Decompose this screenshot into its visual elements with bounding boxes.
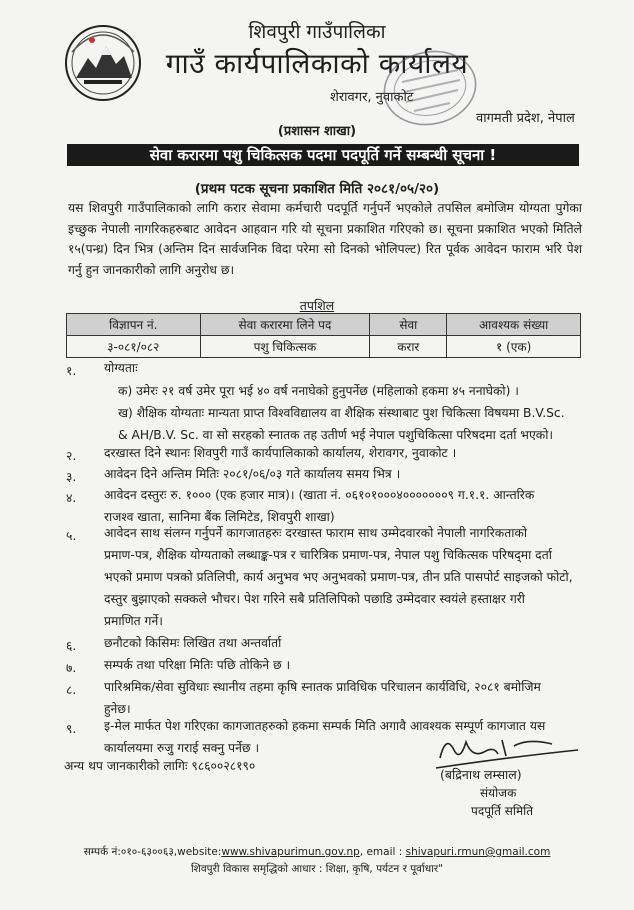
province-label: वागमती प्रदेश, नेपाल bbox=[476, 111, 575, 126]
footer-website-link[interactable]: www.shivapurimun.gov.np bbox=[221, 846, 360, 858]
vacancy-table bbox=[66, 313, 581, 358]
office-stamp bbox=[380, 48, 480, 128]
item-number: १. bbox=[66, 364, 77, 378]
item-selection-type: छनौटको किसिमः लिखित तथा अन्तर्वार्ता bbox=[104, 636, 282, 650]
col-header-post: सेवा करारमा लिने पद bbox=[200, 314, 370, 336]
signatory-role: संयोजक bbox=[480, 786, 517, 800]
section-label: (प्रशासन शाखा) bbox=[277, 124, 357, 139]
table-header-row bbox=[67, 314, 581, 336]
footer-slogan: शिवपुरी विकास समृद्धिको आधार : शिक्षा, कृषि, पर्यटन र पूर्वाधार" bbox=[190, 863, 444, 875]
cell-service: करार bbox=[370, 336, 447, 358]
item-age: क) उमेरः २१ वर्ष उमेर पूरा भई ४० वर्ष ननाघेको हुनुपर्नेछ (महिलाको हकमा ४५ ननाघेको) । bbox=[118, 384, 519, 398]
col-header-ad-no: विज्ञापन नं. bbox=[67, 314, 201, 336]
item-last-date: आवेदन दिने अन्तिम मितिः २०८१/०६/०३ गते कार्यालय समय भित्र । bbox=[104, 467, 401, 481]
item-documents-cont: प्रमाणित गर्ने। bbox=[104, 614, 163, 628]
footer-contact bbox=[0, 845, 634, 859]
item-exam-date: सम्पर्क तथा परिक्षा मितिः पछि तोकिने छ । bbox=[104, 658, 291, 672]
item-email-submission-cont: कार्यालयमा रुजु गराई सक्नु पर्नेछ । bbox=[104, 741, 260, 755]
office-address: शेरावगर, नुवाकोट bbox=[330, 90, 414, 105]
item-qualification-title: योग्यताः bbox=[104, 361, 138, 375]
item-number: ३. bbox=[66, 470, 77, 484]
item-number: ४. bbox=[66, 491, 77, 505]
table-caption: तपशिल bbox=[299, 298, 335, 313]
cell-post: पशु चिकित्सक bbox=[200, 336, 370, 358]
footer-email-link[interactable]: shivapuri.rmun@gmail.com bbox=[405, 846, 551, 858]
signatory-name: (बद्रिनाथ लम्साल) bbox=[440, 767, 522, 782]
cell-count: १ (एक) bbox=[447, 336, 581, 358]
footer-email-prefix: , email : bbox=[359, 846, 406, 858]
item-email-submission: इ-मेल मार्फत पेश गरिएका कागजातहरुको हकमा सम्पर्क मिति अगावै आवश्यक सम्पूर्ण कागजात यस bbox=[104, 719, 546, 733]
item-remuneration-cont: हुनेछ। bbox=[104, 702, 131, 716]
item-number: ६. bbox=[66, 639, 77, 653]
col-header-count: आवश्यक संख्या bbox=[447, 314, 581, 336]
item-education-cont: & AH/B.V. Sc. वा सो सरहको स्नातक तह उतीर्ण भई नेपाल पशुचिकित्सा परिषदमा दर्ता भएको। bbox=[118, 428, 554, 442]
item-application-place: दरखास्त दिने स्थानः शिवपुरी गाउँ कार्यपालिकाको कार्यालय, शेरावगर, नुवाकोट । bbox=[104, 446, 457, 460]
item-number: २. bbox=[66, 449, 77, 463]
notice-title-banner: सेवा करारमा पशु चिकित्सक पदमा पदपूर्ति गर्ने सम्बन्धी सूचना ! bbox=[67, 144, 579, 166]
item-documents-cont: दस्तुर बुझाएको सक्कले भौचर। पेश गरिने सबै प्रतिलिपिको पछाडि उम्मेदवार स्वयंले हस्ताक्षर गरी bbox=[104, 592, 525, 606]
contact-info: अन्य थप जानकारीको लागिः ९८६००२८१९० bbox=[64, 759, 256, 773]
item-remuneration: पारिश्रमिक/सेवा सुविधाः स्थानीय तहमा कृषि स्नातक प्राविधिक परिचालन कार्यविधि, २०८१ बमोजिम bbox=[104, 680, 541, 694]
item-documents: आवेदन साथ संलग्न गर्नुपर्ने कागजातहरुः दरखास्त फाराम साथ उम्मेदवारको नेपाली नागरिकताको bbox=[104, 526, 528, 540]
footer-contact-prefix: सम्पर्क नं:०१०-६३००६३,website: bbox=[83, 846, 222, 858]
office-name: गाउँ कार्यपालिकाको कार्यालय bbox=[165, 47, 469, 80]
col-header-service: सेवा bbox=[370, 314, 447, 336]
intro-paragraph: यस शिवपुरी गाउँपालिकाको लागि करार सेवामा कर्मचारी पदपूर्ति गर्नुपर्ने भएकोले तपसिल बमोजिम योग्यता पुगेका इच्छुक नेपाली नागरिकहरुबाट आवेदन आहवान गरि यो सूचना प्रकाशित गरिएको छ। सूचना प्रकाशित भएको मितिले १५(पन्ध्र) दिन भित्र (अन्तिम दिन सार्वजनिक विदा परेमा सो दिनको भोलिपल्ट) रित पूर्वक आवेदन फाराम भरि पेश गर्नु हुन जानकारीको लागि अनुरोध छ। bbox=[68, 201, 582, 277]
item-documents-cont: भएको प्रमाण पत्रको प्रतिलिपी, कार्य अनुभव भए अनुभवको प्रमाण-पत्र, तीन प्रति पासपोर्ट साइजको फोटो, bbox=[104, 570, 573, 584]
cell-ad-no: ३-०८१/०८२ bbox=[67, 336, 201, 358]
item-number: ५. bbox=[66, 529, 77, 543]
signatory-committee: पदपूर्ति समिति bbox=[471, 804, 534, 818]
table-row bbox=[67, 336, 581, 358]
item-fee: आवेदन दस्तुरः रु. १००० (एक हजार मात्र)। (खाता नं. ०६१०१०००४०००००००९ ग.१.१. आन्तरिक bbox=[104, 488, 535, 502]
first-publication-date: (प्रथम पटक सूचना प्रकाशित मिति २०८१/०५/२०) bbox=[194, 181, 440, 197]
item-documents-cont: प्रमाण-पत्र, शैक्षिक योग्यताको लब्धाङ्क-पत्र र चारित्रिक प्रमाण-पत्र, नेपाल पशु चिकित्सक परिषद्‌मा दर्ता bbox=[104, 548, 552, 562]
item-education: ख) शैक्षिक योग्यताः मान्यता प्राप्त विश्वविद्यालय वा शैक्षिक संस्थाबाट पुश चिकित्सा विषयमा B.V.Sc. bbox=[118, 406, 565, 420]
municipality-name: शिवपुरी गाउँपालिका bbox=[248, 21, 386, 43]
item-fee-cont: राजश्व खाता, सानिमा बैंक लिमिटेड, शिवपुरी शाखा) bbox=[104, 510, 335, 524]
item-number: ८. bbox=[66, 683, 77, 697]
item-number: ९. bbox=[66, 722, 77, 736]
item-number: ७. bbox=[66, 661, 77, 675]
